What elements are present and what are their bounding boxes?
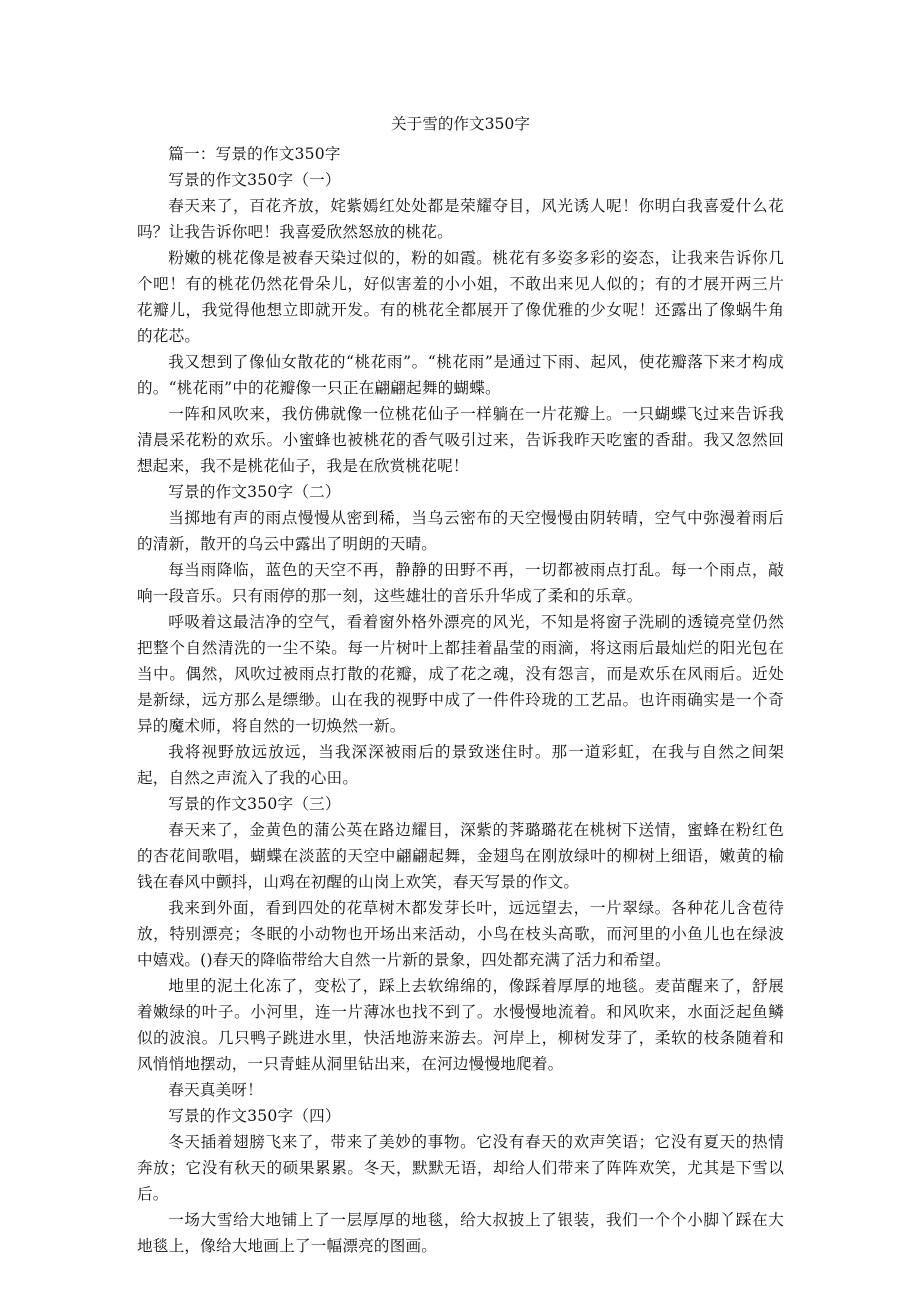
paragraph: 呼吸着这最洁净的空气，看着窗外格外漂亮的风光，不知是将窗子洗刷的透镜亮堂仍然把整个自然清洗的一尘不染。每一片树叶上都挂着晶莹的雨滴，将这雨后最灿烂的阳光包在当中。偶然，风吹过被雨点打散的花瓣，成了花之魂，没有怨言，而是欢乐在风雨后。近处是新绿，远方那么是缥缈。山在我的视野中成了一件件玲珑的工艺品。也许雨确实是一个奇异的魔术师，将自然的一切焕然一新。 (137, 613, 784, 735)
paragraph: 春天真美呀！ (168, 1081, 263, 1099)
sub-heading: 写景的作文350字（一） (168, 171, 341, 189)
paragraph: 一阵和风吹来，我仿佛就像一位桃花仙子一样躺在一片花瓣上。一只蝴蝶飞过来告诉我清晨采花粉的欢乐。小蜜蜂也被桃花的香气吸引过来，告诉我昨天吃蜜的香甜。我又忽然回想起来，我不是桃花仙子，我是在欣赏桃花呢！ (137, 405, 784, 475)
paragraph: 每当雨降临，蓝色的天空不再，静静的田野不再，一切都被雨点打乱。每一个雨点，敲响一段音乐。只有雨停的那一刻，这些雄壮的音乐升华成了柔和的乐章。 (137, 561, 784, 605)
paragraph: 冬天插着翅膀飞来了，带来了美妙的事物。它没有春天的欢声笑语；它没有夏天的热情奔放；它没有秋天的硕果累累。冬天，默默无语，却给人们带来了阵阵欢笑，尤其是下雪以后。 (137, 1133, 784, 1203)
paragraph: 粉嫩的桃花像是被春天染过似的，粉的如霞。桃花有多姿多彩的姿态，让我来告诉你几个吧！有的桃花仍然花骨朵儿，好似害羞的小小姐，不敢出来见人似的；有的才展开两三片花瓣儿，我觉得他想立即就开发。有的桃花全都展开了像优雅的少女呢！还露出了像蜗牛角的花芯。 (137, 249, 784, 345)
document-title: 关于雪的作文350字 (391, 115, 530, 133)
paragraph: 我又想到了像仙女散花的“桃花雨”。“桃花雨”是通过下雨、起风，使花瓣落下来才构成的。“桃花雨”中的花瓣像一只正在翩翩起舞的蝴蝶。 (137, 353, 784, 397)
sub-heading: 写景的作文350字（四） (168, 1107, 341, 1125)
paragraph: 地里的泥土化冻了，变松了，踩上去软绵绵的，像踩着厚厚的地毯。麦苗醒来了，舒展着嫩绿的叶子。小河里，连一片薄冰也找不到了。水慢慢地流着。和风吹来，水面泛起鱼鳞似的波浪。几只鸭子跳进水里，快活地游来游去。河岸上，柳树发芽了，柔软的枝条随着和风悄悄地摆动，一只青蛙从洞里钻出来，在河边慢慢地爬着。 (137, 977, 784, 1073)
sub-heading: 写景的作文350字（三） (168, 795, 341, 813)
paragraph: 春天来了，金黄色的蒲公英在路边耀目，深紫的荠璐璐花在桃树下送情，蜜蜂在粉红色的杏花间歌唱，蝴蝶在淡蓝的天空中翩翩起舞，金翅鸟在刚放绿叶的柳树上细语，嫩黄的榆钱在春风中颤抖，山鸡在初醒的山岗上欢笑，春天写景的作文。 (137, 821, 784, 891)
document-page (137, 111, 784, 1259)
paragraph: 一场大雪给大地铺上了一层厚厚的地毯，给大叔披上了银装，我们一个个小脚丫踩在大地毯上，像给大地画上了一幅漂亮的图画。 (137, 1211, 784, 1255)
paragraph: 我将视野放远放远，当我深深被雨后的景致迷住时。那一道彩虹，在我与自然之间架起，自然之声流入了我的心田。 (137, 743, 784, 787)
paragraph: 春天来了，百花齐放，姹紫嫣红处处都是荣耀夺目，风光诱人呢！你明白我喜爱什么花吗？让我告诉你吧！我喜爱欣然怒放的桃花。 (137, 197, 784, 241)
section-heading: 篇一：写景的作文350字 (168, 145, 341, 163)
paragraph: 我来到外面，看到四处的花草树木都发芽长叶，远远望去，一片翠绿。各种花儿含苞待放，特别漂亮；冬眠的小动物也开场出来活动，小鸟在枝头高歌，而河里的小鱼儿也在绿波中嬉戏。()春天的降临带给大自然一片新的景象，四处都充满了活力和希望。 (137, 899, 784, 969)
sub-heading: 写景的作文350字（二） (168, 483, 341, 501)
paragraph: 当掷地有声的雨点慢慢从密到稀，当乌云密布的天空慢慢由阴转晴，空气中弥漫着雨后的清新，散开的乌云中露出了明朗的天晴。 (137, 509, 784, 553)
